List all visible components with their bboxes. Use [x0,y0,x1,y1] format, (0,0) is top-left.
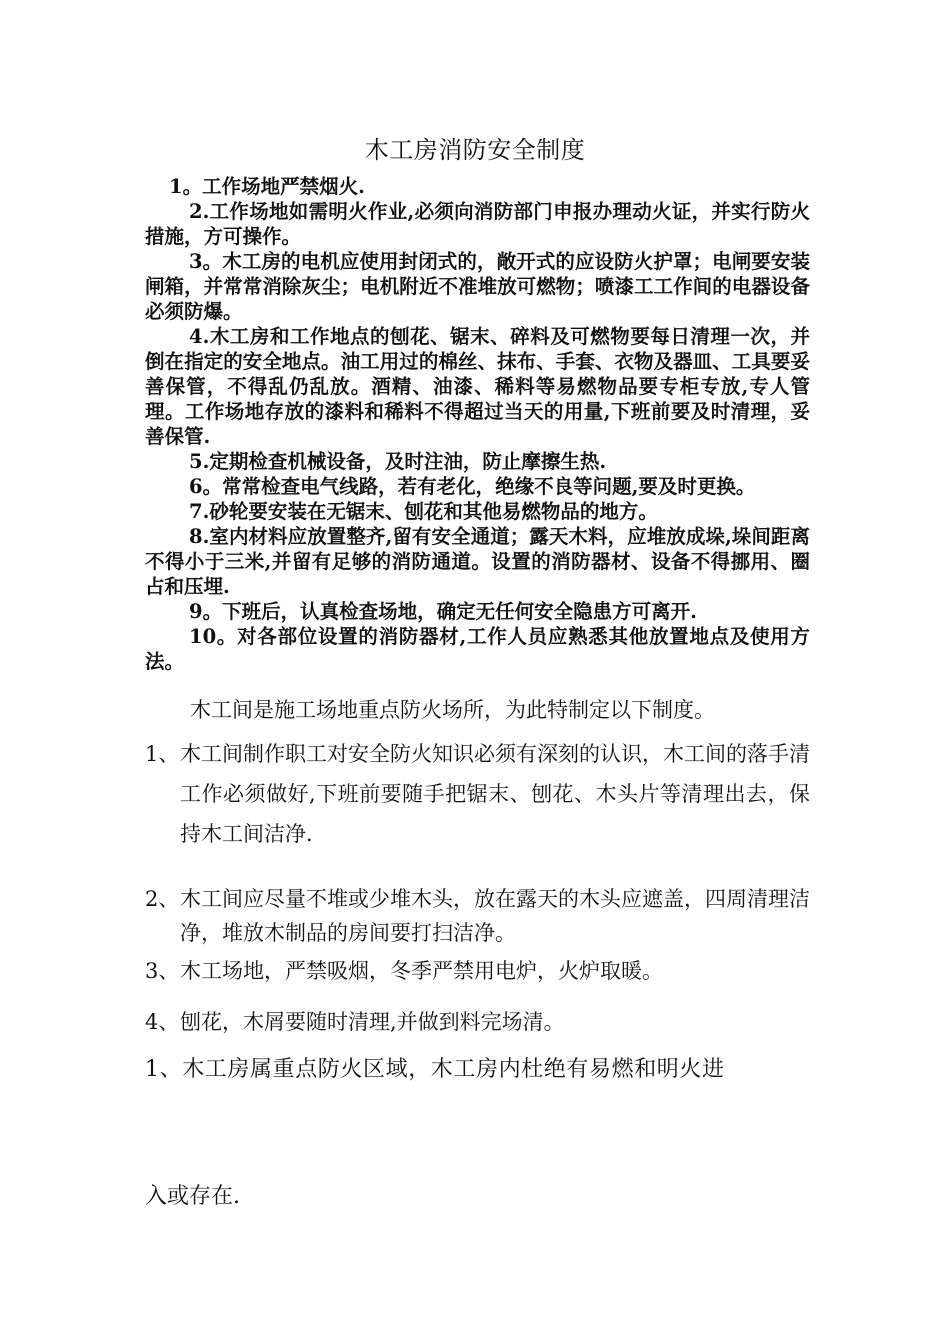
rule-paragraph-3: 3。木工房的电机应使用封闭式的，敞开式的应设防火护罩；电闸要安装闸箱，并常常消除灰尘；电机附近不准堆放可燃物；喷漆工工作间的电器设备必须防爆。 [145,250,810,323]
rule-paragraph-4: 4.木工房和工作地点的刨花、锯末、碎料及可燃物要每日清理一次，并倒在指定的安全地点。油工用过的棉丝、抹布、手套、衣物及器皿、工具要妥善保管，不得乱仍乱放。酒精、油漆、稀料等易燃物品要专柜专放,专人管理。工作场地存放的漆料和稀料不得超过当天的用量,下班前要及时清理，妥善保管. [145,325,810,448]
rule-paragraph-6: 6。常常检查电气线路，若有老化，绝缘不良等问题,要及时更换。 [189,475,756,498]
list-item-number: 3、 [145,959,180,983]
list-item-3 [145,956,810,986]
list-item-text: 木工间制作职工对安全防火知识必须有深刻的认识，木工间的落手清工作必须做好,下班前要随手把锯末、刨花、木头片等清理出去，保持木工间洁净. [180,742,810,846]
rule-paragraph-5: 5.定期检查机械设备，及时注油，防止摩擦生热. [189,450,607,473]
document-title: 木工房消防安全制度 [364,136,586,164]
rule-paragraph-7: 7.砂轮要安装在无锯末、刨花和其他易燃物品的地方。 [189,500,658,523]
list-item-1 [145,734,810,854]
rule-paragraph-8: 8.室内材料应放置整齐,留有安全通道；露天木料，应堆放成垛,垛间距离不得小于三米,并留有足够的消防通道。设置的消防器材、设备不得挪用、圈占和压埋. [145,525,810,598]
list-item-2 [145,882,810,950]
list-item-text: 木工间应尽量不堆或少堆木头，放在露天的木头应遮盖，四周清理洁净，堆放木制品的房间要打扫洁净。 [180,887,810,945]
list-item-4 [145,1007,810,1037]
tail-paragraph-line-2: 入或存在. [145,1184,240,1209]
rule-paragraph-2: 2.工作场地如需明火作业,必须向消防部门申报办理动火证，并实行防火措施，方可操作。 [145,200,810,248]
rule-paragraph-1: 1。工作场地严禁烟火. [169,175,365,198]
list-item-number: 4、 [145,1010,180,1034]
intro-paragraph: 木工间是施工场地重点防火场所，为此特制定以下制度。 [190,698,715,722]
list-item-text: 刨花，木屑要随时清理,并做到料完场清。 [180,1010,565,1034]
tail-paragraph-line-1: 1、木工房属重点防火区域，木工房内杜绝有易燃和明火进 [145,1057,725,1082]
list-item-number: 2、 [145,887,180,911]
list-item-text: 木工场地，严禁吸烟，冬季严禁用电炉，火炉取暖。 [180,959,663,983]
rule-paragraph-9: 9。下班后，认真检查场地，确定无任何安全隐患方可离开. [189,600,697,623]
rule-paragraph-10: 10。对各部位设置的消防器材,工作人员应熟悉其他放置地点及使用方法。 [145,625,810,673]
list-item-number: 1、 [145,742,180,766]
rules-section [145,174,810,674]
